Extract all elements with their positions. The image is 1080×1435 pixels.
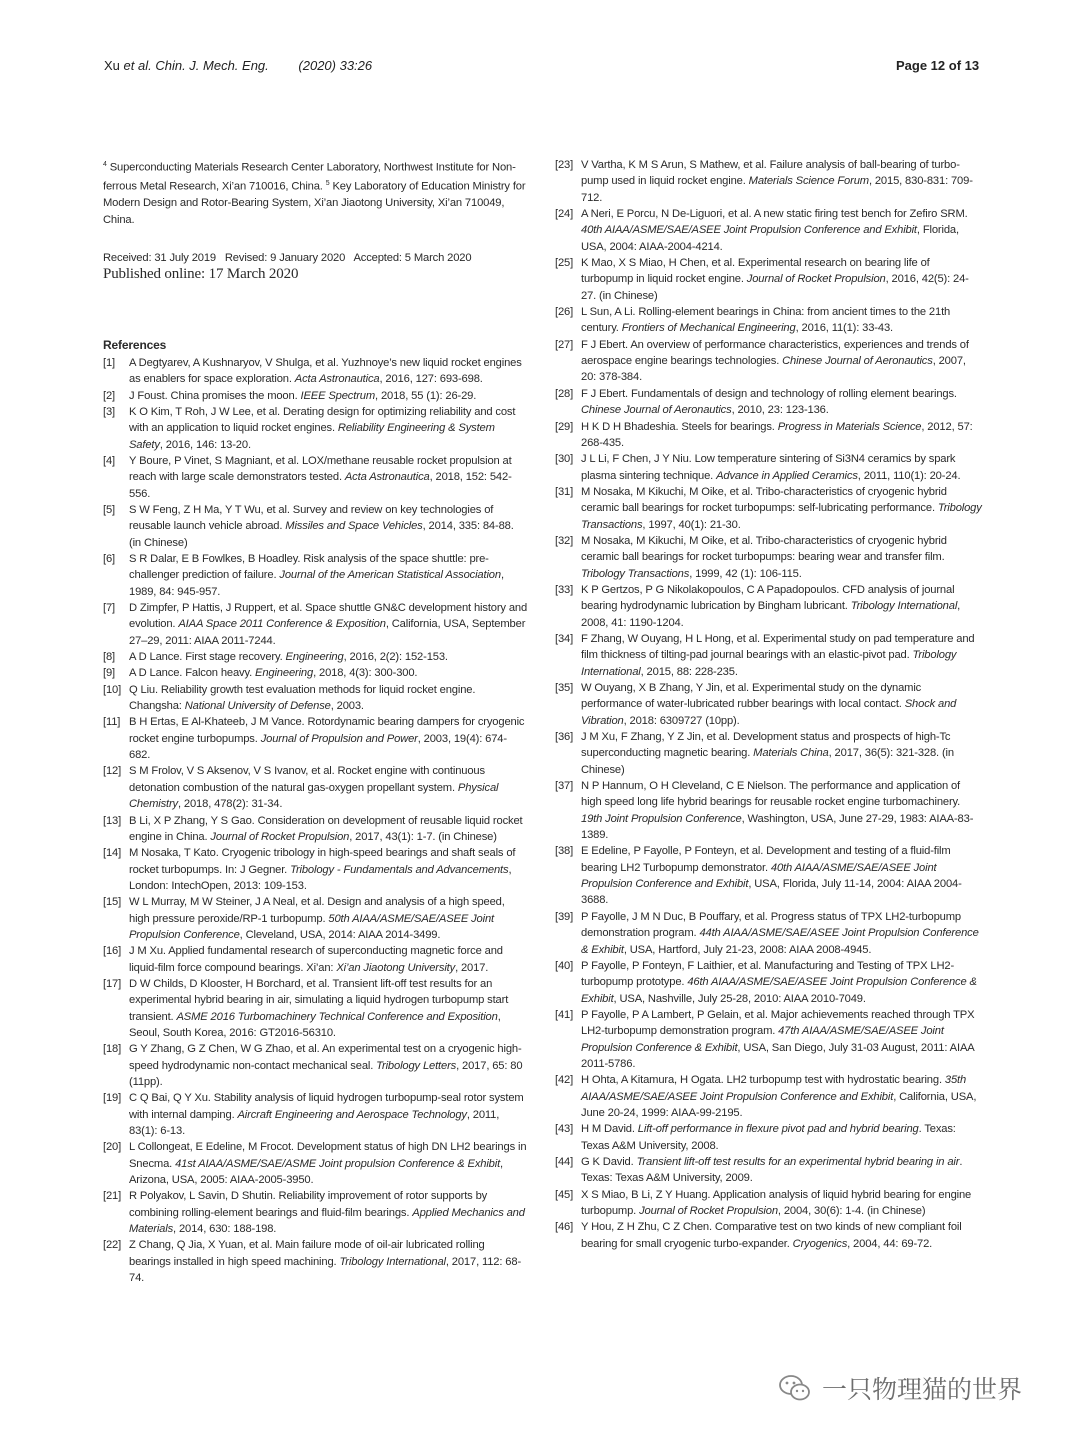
reference-text <box>581 484 983 533</box>
reference-item <box>555 304 983 337</box>
reference-details: , 2016, 2(2): 152-153. <box>343 651 448 664</box>
reference-source: 40th AIAA/ASME/SAE/ASEE Joint Propulsion Conference and Exhibit <box>581 224 917 237</box>
reference-text <box>129 453 528 502</box>
reference-text <box>581 680 983 729</box>
reference-source: Tribology International <box>850 600 958 613</box>
reference-text <box>129 600 528 649</box>
reference-details: , 2014, 335: 84-88. (in Chinese) <box>129 520 514 549</box>
reference-number: [3] <box>103 405 115 418</box>
reference-details: , 2015, 88: 228-235. <box>640 665 738 678</box>
reference-authors-title: H M David. <box>581 1123 638 1136</box>
reference-source: Tribology Transactions <box>581 567 690 580</box>
reference-item <box>555 386 983 419</box>
reference-authors-title: K Mao, X S Miao, H Chen, et al. Experimental research on bearing life of turbopump in liquid rocket engine. <box>581 257 930 286</box>
reference-number: [6] <box>103 553 115 565</box>
reference-authors-title: J L Li, F Chen, J Y Niu. Low temperature sintering of Si3N4 ceramics by spark plasma sintering technique. <box>581 453 956 482</box>
reference-number: [35] <box>555 682 574 694</box>
reference-item <box>555 1007 983 1072</box>
reference-source: 40th AIAA/ASME/SAE/ASEE Joint Propulsion Conference and Exhibit <box>581 861 937 891</box>
reference-details: , 1997, 40(1): 21-30. <box>642 518 741 531</box>
reference-authors-title: Z Chang, Q Jia, X Yuan, et al. Main failure mode of oil-air lubricated rolling bearings installed in high speed machining. <box>129 1239 485 1268</box>
reference-text <box>581 778 983 843</box>
reference-source: National University of Defense <box>184 700 331 713</box>
reference-authors-title: D W Childs, D Klooster, H Borchard, et al. Transient lift-off test results for an experimental hybrid bearing in air, simulating a liquid hydrogen turbopump start transient. <box>129 977 509 1023</box>
reference-authors-title: A Neri, E Porcu, N De-Liguori, et al. A new static firing test bench for Zefiro SRM. <box>581 208 968 221</box>
reference-text <box>581 337 983 386</box>
affil-sup-4: 4 <box>103 161 107 168</box>
reference-source: Tribology Transactions <box>581 502 982 531</box>
reference-authors-title: M Nosaka, M Kikuchi, M Oike, et al. Tribo-characteristics of cryogenic hybrid ceramic ball bearings for rocket turbopumps: bearing wear and transfer film. <box>581 534 947 564</box>
reference-source: Tribology International <box>339 1255 446 1268</box>
reference-details: , 2018, 4(3): 300-300. <box>313 667 418 680</box>
reference-authors-title: R Polyakov, L Savin, D Shutin. Reliability improvement of rotor supports by combining rolling-element bearings and fluid-film bearings. <box>129 1190 488 1219</box>
reference-text <box>581 1121 983 1154</box>
reference-details: , USA, San Diego, July 31-03 August, 2011: AIAA 2011-5786. <box>581 1041 974 1070</box>
reference-details: , 2004, 44: 69-72. <box>847 1237 933 1250</box>
reference-number: [19] <box>103 1092 122 1105</box>
reference-authors-title: Y Hou, Z H Zhu, C Z Chen. Comparative test on two kinds of new compliant foil bearing for small cryogenic turbo-expander. <box>581 1221 962 1250</box>
reference-item <box>103 1139 528 1188</box>
reference-authors-title: W L Murray, M W Steiner, J A Neal, et al. Design and analysis of a high speed, high pressure peroxide/RP-1 turbopump. <box>129 896 505 925</box>
reference-source: Tribology International <box>581 649 957 678</box>
reference-authors-title: K P Gertzos, P G Nikolakopoulos, C A Papadopoulos. CFD analysis of journal bearing hydrodynamic lubrication by Bingham lubricant. <box>581 583 955 613</box>
reference-number: [43] <box>555 1123 574 1136</box>
reference-text <box>581 1187 983 1220</box>
reference-item <box>555 582 983 631</box>
reference-source: Physical Chemistry <box>129 781 499 811</box>
reference-source: Materials China <box>753 747 829 760</box>
reference-text <box>581 843 983 908</box>
reference-item <box>103 1041 528 1090</box>
reference-text <box>581 304 983 337</box>
reference-text <box>129 1041 528 1090</box>
reference-authors-title: H K D H Bhadeshia. Steels for bearings. <box>581 420 778 433</box>
reference-source: Journal of Propulsion and Power <box>260 732 418 745</box>
reference-item <box>555 419 983 452</box>
reference-authors-title: P Fayolle, J M N Duc, B Pouffary, et al. Progress status of TPX LH2-turbopump demonstration program. <box>581 910 961 940</box>
reference-authors-title: L Collongeat, E Edeline, M Frocot. Development status of high DN LH2 bearings in Snecma. <box>129 1141 527 1170</box>
reference-list-right <box>555 157 983 1252</box>
reference-source: ASME 2016 Turbomachinery Technical Conference and Exposition <box>176 1010 498 1023</box>
reference-source: 35th AIAA/ASME/SAE/ASEE Joint Propulsion Conference and Exhibit <box>581 1074 967 1103</box>
reference-authors-title: J M Xu, F Zhang, Y Z Jin, et al. Development status and prospects of high-Tc superconducting magnetic bearing. <box>581 731 951 760</box>
reference-number: [33] <box>555 583 574 596</box>
reference-details: , 2016, 146: 13-20. <box>159 438 251 451</box>
left-column <box>103 157 528 1286</box>
reference-number: [2] <box>103 389 115 402</box>
reference-details: , 2017, 36(5): 321-328. (in Chinese) <box>581 747 954 776</box>
reference-source: Frontiers of Mechanical Engineering <box>621 322 796 335</box>
reference-number: [27] <box>555 338 574 351</box>
reference-source: Acta Astronautica <box>294 373 380 386</box>
reference-number: [10] <box>103 683 122 696</box>
reference-authors-title: H Ohta, A Kitamura, H Ogata. LH2 turbopump test with hydrostatic bearing. <box>581 1074 945 1087</box>
reference-details: , 2018, 478(2): 31-34. <box>178 798 283 811</box>
reference-number: [29] <box>555 420 574 433</box>
reference-source: AIAA Space 2011 Conference & Exposition <box>178 618 386 631</box>
reference-number: [28] <box>555 387 574 400</box>
reference-details: , 2018, 55 (1): 26-29. <box>375 389 477 402</box>
reference-text <box>129 665 528 681</box>
reference-item <box>555 337 983 386</box>
reference-authors-title: F J Ebert. Fundamentals of design and technology of rolling element bearings. <box>581 387 957 400</box>
reference-source: Engineering <box>285 651 344 664</box>
reference-details: , 2017, 65: 80 (11pp). <box>129 1059 523 1088</box>
reference-item <box>555 843 983 908</box>
reference-source: Journal of Rocket Propulsion <box>746 273 886 286</box>
reference-source: Aircraft Engineering and Aerospace Technology <box>237 1108 467 1121</box>
reference-source: Journal of Rocket Propulsion <box>639 1205 778 1217</box>
reference-details: , California, USA, June 20-24, 1999: AIAA-99-2195. <box>581 1090 977 1119</box>
reference-authors-title: A Degtyarev, A Kushnaryov, V Shulga, et al. Yuzhnoye’s new liquid rocket engines as enablers for space exploration. <box>129 356 522 386</box>
reference-number: [44] <box>555 1155 574 1168</box>
reference-number: [37] <box>555 780 574 793</box>
reference-text <box>581 386 983 419</box>
reference-number: [13] <box>103 814 122 827</box>
reference-authors-title: B H Ertas, E Al-Khateeb, J M Vance. Rotordynamic bearing dampers for cryogenic rocket engine turbopumps. <box>129 716 525 745</box>
reference-number: [31] <box>555 485 574 498</box>
reference-source: Xi’an Jiaotong University <box>336 961 456 974</box>
reference-source: 46th AIAA/ASME/SAE/ASEE Joint Propulsion Conference & Exhibit <box>581 976 977 1005</box>
reference-authors-title: P Fayolle, P Fonteyn, F Laithier, et al. Manufacturing and Testing of TPX LH2-turbopump prototype. <box>581 959 955 989</box>
reference-details: , 2007, 20: 378-384. <box>581 355 966 384</box>
reference-source: IEEE Spectrum <box>300 389 376 402</box>
reference-source: Cryogenics <box>792 1237 848 1250</box>
header-authors: Xu <box>104 58 124 73</box>
reference-source: Materials Science Forum <box>748 175 869 188</box>
reference-text <box>581 958 983 1007</box>
reference-source: Progress in Materials Science <box>777 420 922 433</box>
reference-text <box>581 157 983 206</box>
reference-source: Tribology - Fundamentals and Advancements <box>290 863 509 876</box>
reference-details: , USA, Nashville, July 25-28, 2010: AIAA 2010-7049. <box>613 992 866 1005</box>
reference-text <box>129 714 528 763</box>
right-column <box>555 157 983 1252</box>
reference-authors-title: M Nosaka, M Kikuchi, M Oike, et al. Tribo-characteristics of cryogenic hybrid ceramic ball bearings for rocket turbopumps: self-lubricating performance. <box>581 485 947 515</box>
reference-text <box>129 845 528 894</box>
reference-authors-title: D Zimpfer, P Hattis, J Ruppert, et al. Space shuttle GN&C development history and evolution. <box>129 602 528 631</box>
reference-item <box>103 388 528 404</box>
reference-text <box>581 451 983 484</box>
reference-number: [34] <box>555 632 574 645</box>
reference-source: Applied Mechanics and Materials <box>129 1206 525 1236</box>
reference-details: , Florida, USA, 2004: AIAA-2004-4214. <box>581 224 959 253</box>
reference-item <box>555 157 983 206</box>
reference-number: [1] <box>103 356 115 369</box>
reference-details: , 2015, 830-831: 709-712. <box>581 175 973 204</box>
reference-details: . Texas: Texas A&M University, 2008. <box>581 1123 956 1152</box>
running-header <box>104 58 372 73</box>
reference-authors-title: S W Feng, Z H Ma, Y T Wu, et al. Survey and review on key technologies of reusable launch vehicle abroad. <box>129 503 494 533</box>
reference-item <box>555 1121 983 1154</box>
reference-item <box>103 355 528 388</box>
reference-item <box>555 1154 983 1187</box>
reference-source: Shock and Vibration <box>581 698 957 727</box>
reference-authors-title: P Fayolle, P A Lambert, P Gelain, et al. Major achievements reached through TPX LH2-turbopump demonstration program. <box>581 1008 975 1038</box>
reference-item <box>103 665 528 681</box>
reference-details: , 1999, 42 (1): 106-115. <box>689 567 802 580</box>
reference-authors-title: G K David. <box>581 1155 637 1168</box>
reference-number: [42] <box>555 1074 574 1087</box>
reference-text <box>129 1188 528 1237</box>
reference-number: [45] <box>555 1188 574 1201</box>
reference-details: , 2014, 630: 188-198. <box>173 1223 277 1236</box>
reference-details: , Arizona, USA, 2005: AIAA-2005-3950. <box>129 1157 504 1187</box>
reference-text <box>581 582 983 631</box>
watermark-text: 一只物理猫的世界 <box>822 1376 1023 1404</box>
reference-number: [23] <box>555 159 574 171</box>
reference-number: [20] <box>103 1141 122 1154</box>
reference-text <box>581 1007 983 1072</box>
reference-number: [4] <box>103 454 115 467</box>
reference-source: Missiles and Space Vehicles <box>285 520 423 533</box>
reference-item <box>103 600 528 649</box>
reference-item <box>555 1072 983 1121</box>
affiliation <box>103 157 528 228</box>
reference-details: , Seoul, South Korea, 2016: GT2016-56310. <box>129 1010 501 1039</box>
reference-number: [30] <box>555 453 574 466</box>
reference-details: , 2011, 110(1): 20-24. <box>857 469 961 482</box>
reference-details: , USA, Hartford, July 21-23, 2008: AIAA 2008-4945. <box>623 943 872 956</box>
reference-details: , 2016, 11(1): 33-43. <box>795 322 893 335</box>
reference-details: , 2017, 112: 68-74. <box>129 1255 522 1285</box>
reference-authors-title: B Li, X P Zhang, Y S Gao. Consideration on development of reusable liquid rocket engine in China. <box>129 814 523 843</box>
reference-item <box>103 714 528 763</box>
reference-authors-title: C Q Bai, Q Y Xu. Stability analysis of liquid hydrogen turbopump-seal rotor system with internal damping. <box>129 1092 524 1121</box>
reference-source: Journal of the American Statistical Association <box>279 569 501 582</box>
reference-details: , Cleveland, USA, 2014: AIAA 2014-3499. <box>239 928 441 941</box>
reference-text <box>129 355 528 388</box>
reference-authors-title: V Vartha, K M S Arun, S Mathew, et al. Failure analysis of ball-bearing of turbo-pump used in liquid rocket engine. <box>581 159 960 188</box>
reference-authors-title: S R Dalar, E B Fowlkes, B Hoadley. Risk analysis of the space shuttle: pre-challenger prediction of failure. <box>129 553 489 582</box>
reference-details: , 2016, 127: 693-698. <box>379 373 483 386</box>
reference-item <box>103 682 528 715</box>
reference-item <box>103 813 528 846</box>
reference-number: [17] <box>103 977 122 990</box>
reference-details: , USA, Florida, July 11-14, 2004: AIAA 2004-3688. <box>581 878 962 907</box>
reference-source: Tribology Letters <box>376 1059 457 1072</box>
reference-item <box>103 1090 528 1139</box>
reference-source: Engineering <box>255 667 314 680</box>
reference-number: [25] <box>555 257 574 270</box>
reference-details: , London: IntechOpen, 2013: 109-153. <box>129 863 512 892</box>
reference-source: Advance in Applied Ceramics <box>716 469 858 482</box>
reference-authors-title: F J Ebert. An overview of performance characteristics, experiences and trends of aerospace engine bearings technologies. <box>581 338 969 368</box>
reference-number: [36] <box>555 731 574 744</box>
reference-item <box>555 1187 983 1220</box>
reference-details: , 2016, 42(5): 24-27. (in Chinese) <box>581 273 969 302</box>
reference-details: , 2010, 23: 123-136. <box>731 404 829 417</box>
reference-text <box>581 1154 983 1187</box>
reference-item <box>555 729 983 778</box>
reference-source: Acta Astronautica <box>344 471 430 484</box>
reference-text <box>129 813 528 846</box>
header-year: (2020) 33:26 <box>298 58 373 73</box>
reference-number: [41] <box>555 1008 574 1021</box>
reference-item <box>555 255 983 304</box>
reference-text <box>581 206 983 255</box>
reference-number: [16] <box>103 945 122 958</box>
reference-item <box>103 453 528 502</box>
reference-source: Journal of Rocket Propulsion <box>210 830 350 843</box>
reference-authors-title: K O Kim, T Roh, J W Lee, et al. Derating design for optimizing reliability and cost with an application to liquid rocket engines. <box>129 405 516 435</box>
reference-authors-title: J M Xu. Applied fundamental research of superconducting magnetic force and liquid-film force compound bearings. Xi’an: <box>129 945 503 974</box>
reference-text <box>129 388 528 404</box>
reference-authors-title: A D Lance. Falcon heavy. <box>129 667 256 680</box>
reference-item <box>555 484 983 533</box>
reference-source: 44th AIAA/ASME/SAE/ASEE Joint Propulsion Conference & Exhibit <box>581 927 979 956</box>
reference-item <box>103 1237 528 1286</box>
reference-details: , 2008, 41: 1190-1204. <box>581 600 961 629</box>
reference-number: [40] <box>555 959 574 972</box>
reference-details: , Washington, USA, June 27-29, 1983: AIAA-83-1389. <box>581 812 974 842</box>
header-journal: Chin. J. Mech. Eng. <box>155 58 269 73</box>
reference-authors-title: A D Lance. First stage recovery. <box>129 651 286 664</box>
reference-authors-title: N P Hannum, O H Cleveland, C E Nielson. The performance and application of high speed long life hybrid bearings for reusable rocket engine turbomachinery. <box>581 780 961 809</box>
reference-text <box>581 729 983 778</box>
reference-text <box>581 909 983 958</box>
reference-text <box>129 1139 528 1188</box>
reference-authors-title: W Ouyang, X B Zhang, Y Jin, et al. Experimental study on the dynamic performance of water-lubricated rubber bearings with local contact. <box>581 682 922 711</box>
references-heading: References <box>103 337 167 352</box>
reference-text <box>129 894 528 943</box>
reference-text <box>581 419 983 452</box>
reference-details: , 2012, 57: 268-435. <box>581 420 973 449</box>
reference-text <box>129 976 528 1041</box>
reference-authors-title: L Sun, A Li. Rolling-element bearings in China: from ancient times to the 21th century. <box>581 306 951 335</box>
reference-details: , California, USA, September 27–29, 2011: AIAA 2011-7244. <box>129 618 526 647</box>
reference-number: [26] <box>555 306 574 319</box>
reference-item <box>555 206 983 255</box>
received-dates: Received: 31 July 2019 Revised: 9 January 2020 Accepted: 5 March 2020 <box>103 251 472 264</box>
published-online: Published online: 17 March 2020 <box>103 266 299 283</box>
reference-number: [32] <box>555 534 574 547</box>
reference-item <box>103 763 528 812</box>
reference-number: [8] <box>103 651 115 664</box>
reference-item <box>555 958 983 1007</box>
reference-source: 50th AIAA/ASME/SAE/ASEE Joint Propulsion Conference <box>129 912 494 941</box>
reference-item <box>103 1188 528 1237</box>
reference-details: , 2004, 30(6): 1-4. (in Chinese) <box>777 1205 926 1217</box>
reference-item <box>103 894 528 943</box>
reference-number: [38] <box>555 845 574 858</box>
reference-item <box>555 631 983 680</box>
reference-source: Chinese Journal of Aeronautics <box>782 355 933 368</box>
reference-text <box>129 551 528 600</box>
reference-text <box>581 533 983 582</box>
reference-item <box>555 451 983 484</box>
reference-number: [7] <box>103 602 115 615</box>
watermark <box>778 1370 1022 1406</box>
reference-authors-title: E Edeline, P Fayolle, P Fonteyn, et al. Development and testing of a fluid-film bearing LH2 Turbopump demonstrator. <box>581 845 951 874</box>
reference-item <box>555 1219 983 1252</box>
reference-details: , 2003, 19(4): 674-682. <box>129 732 507 762</box>
reference-number: [39] <box>555 910 574 923</box>
reference-number: [46] <box>555 1221 574 1234</box>
reference-item <box>103 649 528 665</box>
reference-details: , 1989, 84: 945-957. <box>129 569 504 598</box>
reference-source: Transient lift-off test results for an experimental hybrid bearing in air <box>636 1155 960 1168</box>
reference-details: , 2003. <box>330 700 364 713</box>
reference-number: [21] <box>103 1190 122 1203</box>
reference-text <box>129 404 528 453</box>
affil-4-text: Superconducting Materials Research Center Laboratory, Northwest Institute for Non-ferrous Metal Research, Xi’an 710016, China. <box>103 161 516 193</box>
reference-number: [11] <box>103 716 121 729</box>
reference-authors-title: M Nosaka, T Kato. Cryogenic tribology in high-speed bearings and shaft seals of rocket turbopumps. In: J Gegner. <box>129 847 516 876</box>
reference-item <box>555 909 983 958</box>
reference-number: [9] <box>103 667 115 680</box>
reference-text <box>581 1219 983 1252</box>
reference-details: , 2017, 43(1): 1-7. (in Chinese) <box>349 830 497 843</box>
reference-text <box>129 682 528 715</box>
reference-details: , 2018, 152: 542-556. <box>129 471 512 500</box>
reference-text <box>129 763 528 812</box>
reference-details: , 2017. <box>455 961 489 974</box>
reference-source: Lift-off performance in flexure pivot pad and hybrid bearing <box>637 1123 919 1136</box>
reference-authors-title: S M Frolov, V S Aksenov, V S Ivanov, et al. Rocket engine with continuous detonation combustion of the natural gas-oxygen propellant system. <box>129 765 485 794</box>
reference-authors-title: Y Boure, P Vinet, S Magniant, et al. LOX/methane reusable rocket propulsion at reach with large scale demonstrators tested. <box>129 454 512 484</box>
reference-number: [15] <box>103 896 122 909</box>
reference-source: 19th Joint Propulsion Conference <box>581 812 742 825</box>
reference-text <box>129 943 528 976</box>
reference-source: Reliability Engineering & System Safety <box>129 422 495 451</box>
reference-number: [18] <box>103 1043 122 1056</box>
reference-details: , 2018: 6309727 (10pp). <box>623 714 740 727</box>
reference-text <box>581 1072 983 1121</box>
reference-details: . Texas: Texas A&M University, 2009. <box>581 1155 963 1185</box>
reference-authors-title: Q Liu. Reliability growth test evaluation methods for liquid rocket engine. Changsha: <box>129 683 476 713</box>
reference-details: , 2011, 83(1): 6-13. <box>129 1108 500 1138</box>
reference-text <box>129 1237 528 1286</box>
wechat-icon <box>778 1373 812 1403</box>
reference-item <box>103 943 528 976</box>
reference-text <box>581 255 983 304</box>
reference-item <box>103 404 528 453</box>
reference-number: [5] <box>103 503 115 516</box>
page-number: Page 12 of 13 <box>896 58 980 73</box>
reference-item <box>103 502 528 551</box>
reference-number: [12] <box>103 765 122 778</box>
reference-number: [14] <box>103 847 122 860</box>
reference-authors-title: J Foust. China promises the moon. <box>129 389 301 402</box>
header-etal: et al. <box>123 58 152 73</box>
reference-source: 41st AIAA/ASME/SAE/ASME Joint propulsion Conference & Exhibit <box>175 1157 501 1170</box>
reference-list-left <box>103 355 528 1287</box>
reference-item <box>555 680 983 729</box>
reference-item <box>103 845 528 894</box>
affil-5-text: Key Laboratory of Education Ministry for Modern Design and Rotor-Bearing System, Xi’an Jiaotong University, Xi’an 710049, China. <box>103 180 526 226</box>
reference-item <box>555 778 983 843</box>
reference-authors-title: G Y Zhang, G Z Chen, W G Zhao, et al. An experimental test on a cryogenic high-speed hydrodynamic non-contact mechanical seal. <box>129 1043 522 1072</box>
reference-text <box>581 631 983 680</box>
reference-number: [22] <box>103 1239 122 1252</box>
reference-authors-title: X S Miao, B Li, Z Y Huang. Application analysis of liquid hybrid bearing for engine turbopump. <box>581 1188 972 1217</box>
reference-authors-title: F Zhang, W Ouyang, H L Hong, et al. Experimental study on pad temperature and film thickness of tilting-pad journal bearings with an elastic-pivot pad. <box>581 632 975 662</box>
reference-source: Chinese Journal of Aeronautics <box>581 404 732 417</box>
reference-item <box>103 551 528 600</box>
reference-text <box>129 1090 528 1139</box>
affil-sup-5: 5 <box>325 180 330 188</box>
reference-number: [24] <box>555 208 574 221</box>
reference-item <box>555 533 983 582</box>
reference-text <box>129 502 528 551</box>
reference-text <box>129 649 528 665</box>
reference-source: 47th AIAA/ASME/SAE/ASEE Joint Propulsion Conference & Exhibit <box>581 1025 944 1054</box>
reference-item <box>103 976 528 1041</box>
